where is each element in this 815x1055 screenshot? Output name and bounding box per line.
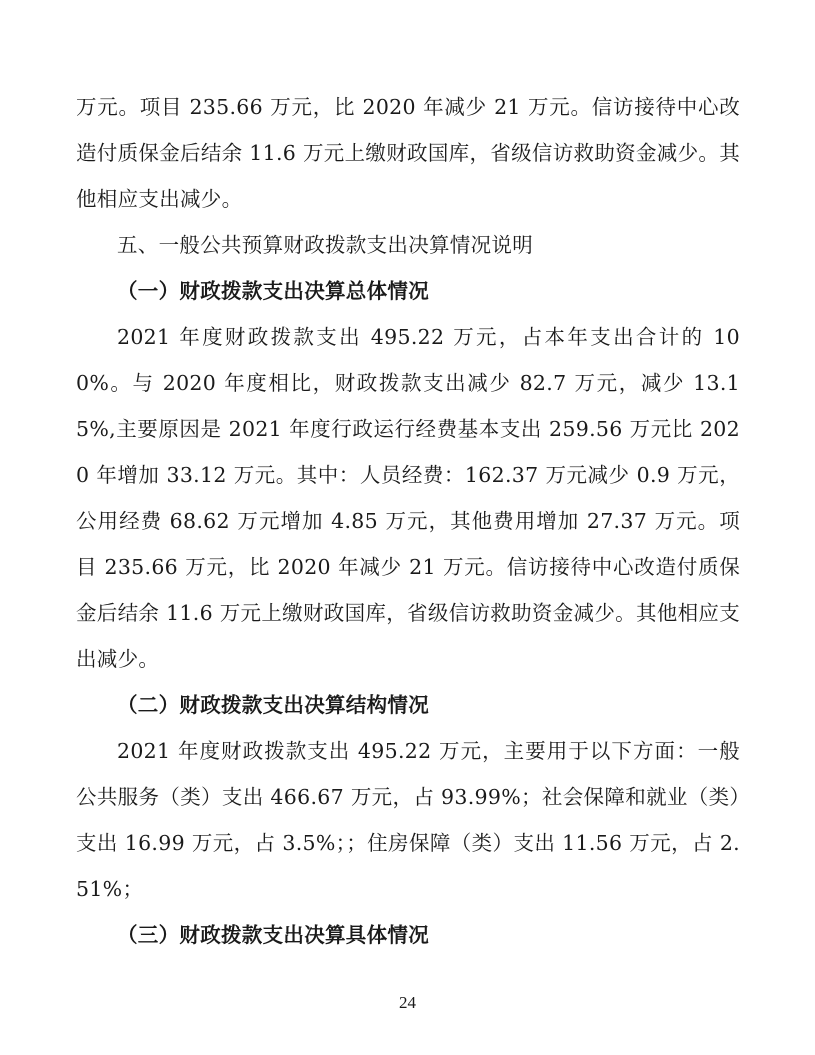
subsection-heading-details: （三）财政拨款支出决算具体情况: [117, 923, 429, 947]
paragraph-structure: 2021 年度财政拨款支出 495.22 万元，主要用于以下方面：一般公共服务（类）支出 466.67 万元，占 93.99%；社会保障和就业（类）支出 16.99 万元，占 3.5%；；住房保障（类）支出 11.56 万元，占 2.51%；: [76, 739, 740, 901]
page-number: 24: [399, 993, 416, 1012]
subsection-heading-structure: （二）财政拨款支出决算结构情况: [117, 693, 429, 717]
document-body: [76, 84, 740, 958]
subsection-heading-overall: （一）财政拨款支出决算总体情况: [117, 279, 429, 303]
paragraph-continued: 万元。项目 235.66 万元，比 2020 年减少 21 万元。信访接待中心改造付质保金后结余 11.6 万元上缴财政国库，省级信访救助资金减少。其他相应支出减少。: [76, 95, 740, 211]
paragraph-overall: 2021 年度财政拨款支出 495.22 万元，占本年支出合计的 100%。与 2020 年度相比，财政拨款支出减少 82.7 万元，减少 13.15%,主要原因是 2021 年度行政运行经费基本支出 259.56 万元比 2020 年增加 33.12 万元。其中：人员经费：162.37 万元减少 0.9 万元，公用经费 68.62 万元增加 4.85 万元，其他费用增加 27.37 万元。项目 235.66 万元，比 2020 年减少 21 万元。信访接待中心改造付质保金后结余 11.6 万元上缴财政国库，省级信访救助资金减少。其他相应支出减少。: [76, 325, 740, 671]
section-heading-five: 五、一般公共预算财政拨款支出决算情况说明: [117, 233, 533, 257]
